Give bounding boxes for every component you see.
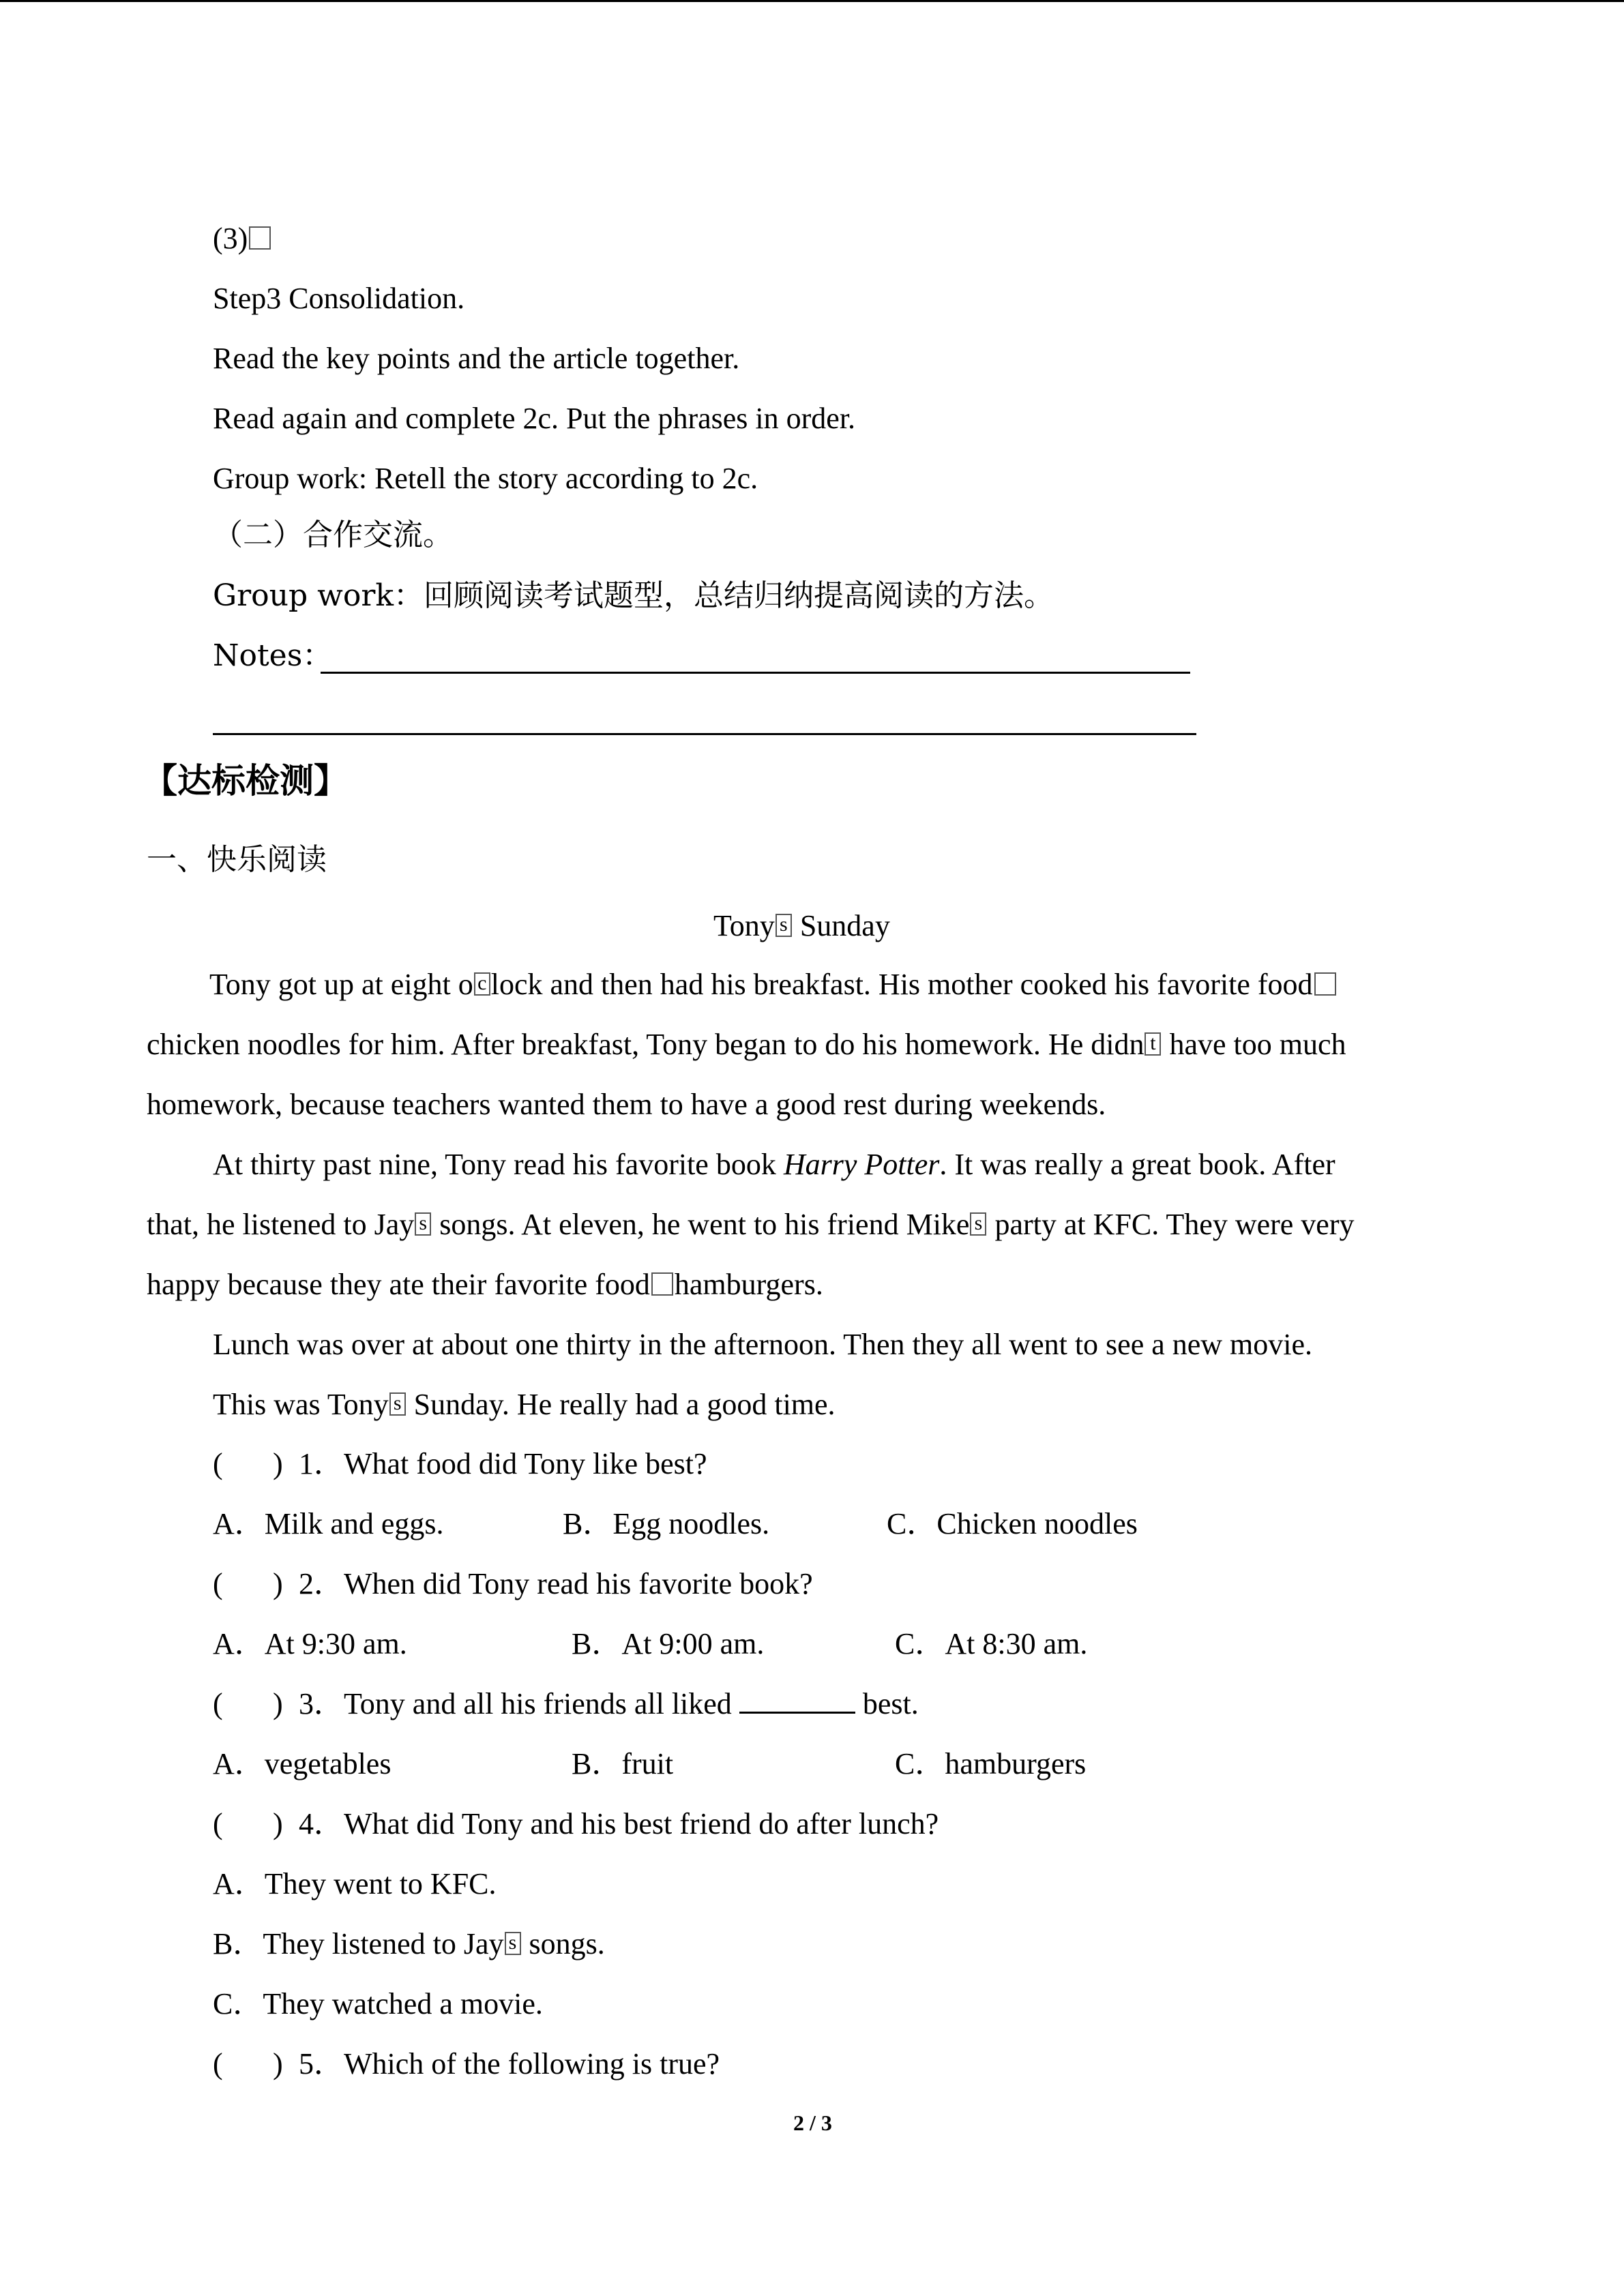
q1-text: 1．What food did Tony like best? <box>299 1447 707 1480</box>
read-again-line: Read again and complete 2c. Put the phrases in order. <box>213 402 856 435</box>
q2-paren-close: ) <box>273 1567 283 1600</box>
group-review-line: Group work：回顾阅读考试题型，总结归纳提高阅读的方法。 <box>213 578 1054 613</box>
q3-text: 3．Tony and all his friends all liked best. <box>299 1687 919 1720</box>
q4-paren-open: ( <box>213 1807 223 1840</box>
q5-paren-open: ( <box>213 2047 223 2081</box>
group-retell-line: Group work: Retell the story according to 2c. <box>213 462 758 495</box>
q2-option-a: A．At 9:30 am. <box>213 1627 407 1660</box>
missing-glyph-box: s <box>776 914 792 937</box>
q3-paren-close: ) <box>273 1687 283 1720</box>
missing-glyph-box <box>651 1272 673 1296</box>
missing-glyph-box: s <box>415 1212 431 1236</box>
part1-heading: 一、快乐阅读 <box>147 842 327 877</box>
p1-line3: homework, because teachers wanted them to have a good rest during weekends. <box>147 1088 1106 1121</box>
q4-paren-close: ) <box>273 1807 283 1840</box>
step-num-line <box>213 220 272 258</box>
book-title: Harry Potter <box>783 1148 940 1181</box>
q2-option-b: B．At 9:00 am. <box>572 1627 765 1660</box>
missing-glyph-box <box>1314 972 1336 996</box>
q5-text: 5．Which of the following is true? <box>299 2047 720 2081</box>
page-number: 2 / 3 <box>793 2111 832 2135</box>
missing-glyph-box: s <box>505 1932 521 1955</box>
coop-heading: （二）合作交流。 <box>213 518 453 552</box>
q1-paren-open: ( <box>213 1447 223 1480</box>
read-key-line: Read the key points and the article together. <box>213 342 740 375</box>
missing-glyph-box: s <box>389 1392 406 1416</box>
article-title: Tony s Sunday <box>713 909 890 942</box>
missing-glyph-box: s <box>970 1212 986 1236</box>
q5-paren-close: ) <box>273 2047 283 2081</box>
q1-option-c: C．Chicken noodles <box>887 1507 1138 1540</box>
q4-option-c: C．They watched a movie. <box>213 1987 543 2021</box>
p2-line3: happy because they ate their favorite food hamburgers. <box>147 1268 823 1301</box>
q3-option-b: B．fruit <box>572 1747 674 1780</box>
top-border <box>0 0 1624 2</box>
p3-line: Lunch was over at about one thirty in the afternoon. Then they all went to see a new movie. <box>213 1328 1313 1361</box>
q3-option-c: C．hamburgers <box>895 1747 1087 1780</box>
p4-line: This was Tony s Sunday. He really had a good time. <box>213 1388 836 1421</box>
q3-paren-open: ( <box>213 1687 223 1720</box>
missing-glyph-box: t <box>1145 1032 1161 1056</box>
section-heading: 【达标检测】 <box>143 761 348 801</box>
step-num-label: (3) <box>213 222 248 255</box>
q1-option-b: B．Egg noodles. <box>563 1507 770 1540</box>
p2-line1: At thirty past nine, Tony read his favorite book Harry Potter. It was really a great book. After <box>213 1148 1335 1181</box>
q2-option-c: C．At 8:30 am. <box>895 1627 1088 1660</box>
q3-option-a: A．vegetables <box>213 1747 392 1780</box>
missing-glyph-box: c <box>474 972 490 996</box>
p1-line2: chicken noodles for him. After breakfast, Tony began to do his homework. He didn t have too much <box>147 1028 1346 1061</box>
q2-paren-open: ( <box>213 1567 223 1600</box>
p2-line2: that, he listened to Jay s songs. At eleven, he went to his friend Mike s party at KFC. They were very <box>147 1208 1355 1241</box>
q1-option-a: A．Milk and eggs. <box>213 1507 444 1540</box>
q4-option-a: A．They went to KFC. <box>213 1867 497 1900</box>
notes-blank-line-1[interactable] <box>321 672 1190 674</box>
q4-text: 4．What did Tony and his best friend do after lunch? <box>299 1807 939 1840</box>
p1-line1: Tony got up at eight o c lock and then had his breakfast. His mother cooked his favorite food <box>209 966 1338 1004</box>
q1-paren-close: ) <box>273 1447 283 1480</box>
q2-text: 2．When did Tony read his favorite book? <box>299 1567 813 1600</box>
missing-glyph-box <box>249 226 271 250</box>
notes-blank-line-2[interactable] <box>213 733 1196 735</box>
answer-blank[interactable] <box>739 1687 855 1714</box>
q4-option-b: B．They listened to Jay s songs. <box>213 1927 605 1960</box>
step3-line: Step3 Consolidation. <box>213 282 465 315</box>
notes-label: Notes： <box>213 638 333 673</box>
